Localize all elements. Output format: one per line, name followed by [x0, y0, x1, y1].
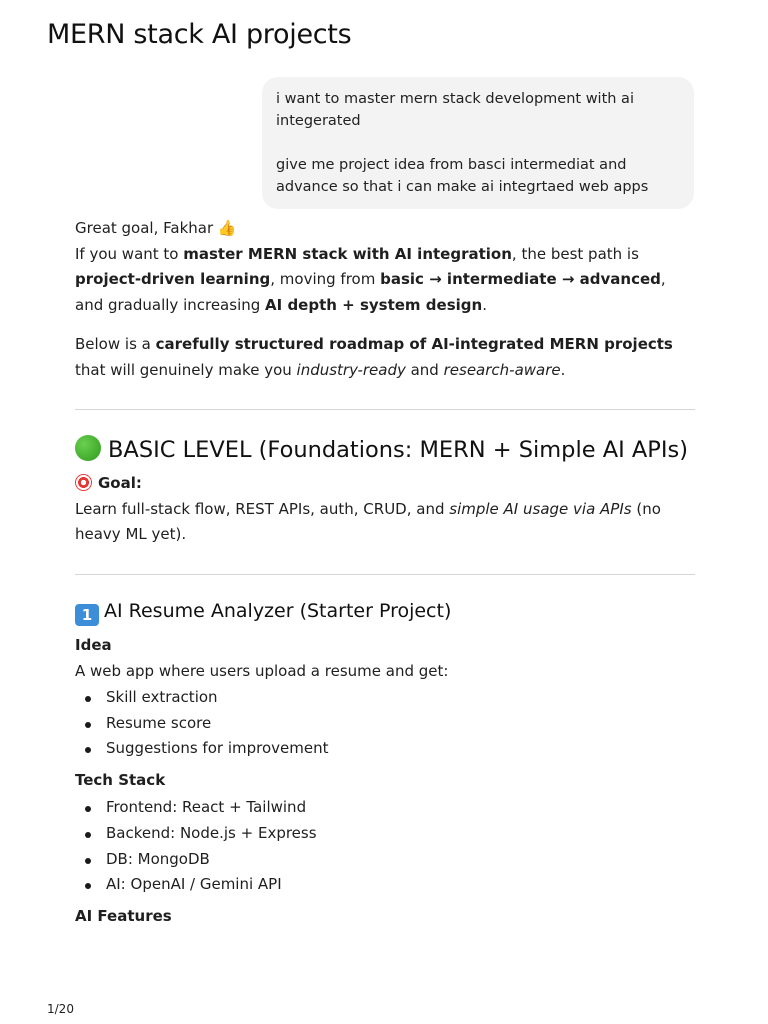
list-item: AI: OpenAI / Gemini API	[75, 872, 695, 898]
assistant-reply	[75, 216, 695, 929]
list-item: DB: MongoDB	[75, 847, 695, 873]
user-message-line: give me project idea from basci intermediat and advance so that i can make ai integrtaed web apps	[276, 157, 649, 195]
user-message-bubble	[262, 77, 694, 209]
list-item: Suggestions for improvement	[75, 736, 695, 762]
user-message-line: i want to master mern stack development with ai integerated	[276, 91, 634, 129]
page-number: 1/20	[47, 1002, 74, 1016]
list-item: Backend: Node.js + Express	[75, 821, 695, 847]
ai-features-label: AI Features	[75, 906, 172, 925]
idea-label: Idea	[75, 635, 112, 654]
list-item: Resume score	[75, 711, 695, 737]
divider	[75, 574, 695, 575]
thumbs-up-icon: 👍	[217, 219, 237, 237]
green-circle-icon	[75, 435, 101, 461]
idea-text: A web app where users upload a resume and get:	[75, 661, 449, 680]
list-item: Skill extraction	[75, 685, 695, 711]
goal-text: Learn full-stack flow, REST APIs, auth, CRUD, and simple AI usage via APIs (no heavy ML yet).	[75, 499, 661, 543]
target-icon	[75, 474, 92, 491]
list-item: Frontend: React + Tailwind	[75, 795, 695, 821]
intro-paragraph: If you want to master MERN stack with AI integration, the best path is project-driven learning, moving from basic → intermediate → advanced, and gradually increasing AI depth + system design.	[75, 244, 666, 314]
divider	[75, 409, 695, 410]
greeting	[75, 216, 695, 242]
greeting-text: Great goal, Fakhar	[75, 219, 214, 237]
goal-label: Goal:	[75, 471, 695, 497]
idea-list	[75, 685, 695, 762]
basic-level-heading: BASIC LEVEL (Foundations: MERN + Simple AI APIs)	[75, 435, 695, 465]
keycap-one-icon: 1	[75, 604, 99, 626]
page-title: MERN stack AI projects	[47, 19, 352, 50]
tech-stack-label: Tech Stack	[75, 771, 166, 790]
roadmap-intro-paragraph: Below is a carefully structured roadmap of AI-integrated MERN projects that will genuinely make you industry-ready and research-aware.	[75, 335, 673, 379]
project-1-heading: 1 AI Resume Analyzer (Starter Project)	[75, 598, 695, 626]
tech-stack-list	[75, 795, 695, 898]
